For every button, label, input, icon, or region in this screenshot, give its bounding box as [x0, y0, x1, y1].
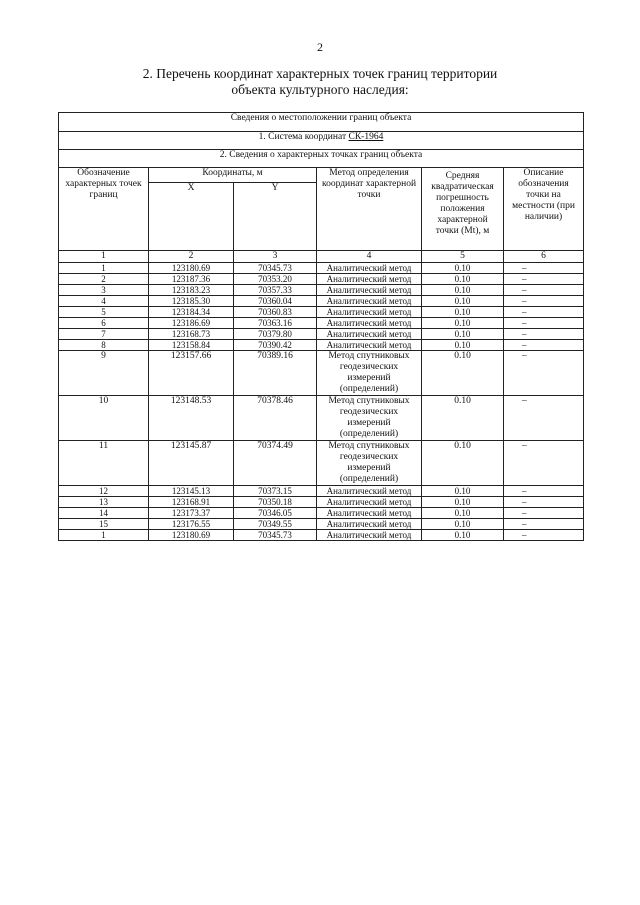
- x-coordinate-cell: 123145.13: [149, 486, 234, 497]
- x-coordinate-cell: 123148.53: [149, 396, 234, 441]
- method-cell: Аналитический метод: [317, 508, 422, 519]
- point-number-cell: 1: [59, 263, 149, 274]
- description-cell: –: [504, 307, 584, 318]
- error-cell: 0.10: [422, 285, 504, 296]
- col-error-header: Средняя квадратическая погрешность положения характерной точки (Mt), м: [422, 168, 504, 251]
- table-row: [59, 329, 584, 340]
- col-coords-header: Координаты, м: [149, 168, 317, 183]
- point-number-cell: 10: [59, 396, 149, 441]
- x-coordinate-cell: 123158.84: [149, 340, 234, 351]
- description-cell: –: [504, 285, 584, 296]
- point-number-cell: 8: [59, 340, 149, 351]
- x-coordinate-cell: 123168.91: [149, 497, 234, 508]
- column-number: 6: [504, 251, 584, 263]
- points-header: 2. Сведения о характерных точках границ объекта: [59, 150, 584, 168]
- column-number: 3: [234, 251, 317, 263]
- y-coordinate-cell: 70350.18: [234, 497, 317, 508]
- y-coordinate-cell: 70349.55: [234, 519, 317, 530]
- method-cell: Аналитический метод: [317, 486, 422, 497]
- y-coordinate-cell: 70360.83: [234, 307, 317, 318]
- point-number-cell: 1: [59, 530, 149, 541]
- x-coordinate-cell: 123180.69: [149, 263, 234, 274]
- col-description-header: Описание обозначения точки на местности (при наличии): [504, 168, 584, 251]
- error-cell: 0.10: [422, 340, 504, 351]
- description-cell: –: [504, 508, 584, 519]
- method-cell: Аналитический метод: [317, 497, 422, 508]
- method-cell: Аналитический метод: [317, 530, 422, 541]
- table-row: [59, 441, 584, 486]
- point-number-cell: 6: [59, 318, 149, 329]
- y-coordinate-cell: 70345.73: [234, 530, 317, 541]
- y-coordinate-cell: 70373.15: [234, 486, 317, 497]
- method-cell: Аналитический метод: [317, 296, 422, 307]
- column-number: 5: [422, 251, 504, 263]
- error-cell: 0.10: [422, 351, 504, 396]
- point-number-cell: 5: [59, 307, 149, 318]
- error-cell: 0.10: [422, 508, 504, 519]
- description-cell: –: [504, 263, 584, 274]
- y-coordinate-cell: 70378.46: [234, 396, 317, 441]
- method-cell: Аналитический метод: [317, 274, 422, 285]
- table-row: [59, 519, 584, 530]
- x-coordinate-cell: 123187.36: [149, 274, 234, 285]
- point-number-cell: 15: [59, 519, 149, 530]
- error-cell: 0.10: [422, 274, 504, 285]
- error-cell: 0.10: [422, 263, 504, 274]
- y-coordinate-cell: 70390.42: [234, 340, 317, 351]
- x-coordinate-cell: 123183.23: [149, 285, 234, 296]
- point-number-cell: 4: [59, 296, 149, 307]
- y-coordinate-cell: 70357.33: [234, 285, 317, 296]
- description-cell: –: [504, 340, 584, 351]
- point-number-cell: 12: [59, 486, 149, 497]
- y-coordinate-cell: 70353.20: [234, 274, 317, 285]
- description-cell: –: [504, 274, 584, 285]
- x-coordinate-cell: 123176.55: [149, 519, 234, 530]
- coordinates-table: [58, 112, 584, 541]
- col-method-header: Метод определения координат характерной точки: [317, 168, 422, 251]
- x-coordinate-cell: 123184.34: [149, 307, 234, 318]
- table-row: [59, 396, 584, 441]
- error-cell: 0.10: [422, 497, 504, 508]
- point-number-cell: 7: [59, 329, 149, 340]
- method-cell: Аналитический метод: [317, 285, 422, 296]
- x-coordinate-cell: 123185.30: [149, 296, 234, 307]
- error-cell: 0.10: [422, 329, 504, 340]
- description-cell: –: [504, 396, 584, 441]
- y-coordinate-cell: 70345.73: [234, 263, 317, 274]
- table-row: [59, 340, 584, 351]
- method-cell: Аналитический метод: [317, 329, 422, 340]
- table-row: [59, 351, 584, 396]
- point-number-cell: 9: [59, 351, 149, 396]
- y-coordinate-cell: 70374.49: [234, 441, 317, 486]
- method-cell: Аналитический метод: [317, 340, 422, 351]
- table-row: [59, 530, 584, 541]
- point-number-cell: 13: [59, 497, 149, 508]
- table-row: [59, 486, 584, 497]
- title-line-2: объекта культурного наследия:: [231, 82, 409, 97]
- col-y-header: Y: [234, 183, 317, 251]
- error-cell: 0.10: [422, 296, 504, 307]
- method-cell: Аналитический метод: [317, 519, 422, 530]
- error-cell: 0.10: [422, 318, 504, 329]
- error-cell: 0.10: [422, 307, 504, 318]
- error-cell: 0.10: [422, 396, 504, 441]
- x-coordinate-cell: 123157.66: [149, 351, 234, 396]
- y-coordinate-cell: 70360.04: [234, 296, 317, 307]
- method-cell: Аналитический метод: [317, 307, 422, 318]
- point-number-cell: 3: [59, 285, 149, 296]
- x-coordinate-cell: 123173.37: [149, 508, 234, 519]
- point-number-cell: 11: [59, 441, 149, 486]
- error-cell: 0.10: [422, 486, 504, 497]
- coordinate-system-row: [59, 132, 584, 150]
- description-cell: –: [504, 351, 584, 396]
- error-cell: 0.10: [422, 441, 504, 486]
- x-coordinate-cell: 123186.69: [149, 318, 234, 329]
- table-row: [59, 508, 584, 519]
- description-cell: –: [504, 296, 584, 307]
- point-number-cell: 2: [59, 274, 149, 285]
- y-coordinate-cell: 70363.16: [234, 318, 317, 329]
- table-row: [59, 497, 584, 508]
- column-number: 4: [317, 251, 422, 263]
- table-row: [59, 274, 584, 285]
- table-row: [59, 318, 584, 329]
- col-x-header: X: [149, 183, 234, 251]
- method-cell: Метод спутниковых геодезических измерений (определений): [317, 351, 422, 396]
- table-row: [59, 285, 584, 296]
- table-row: [59, 307, 584, 318]
- x-coordinate-cell: 123180.69: [149, 530, 234, 541]
- x-coordinate-cell: 123168.73: [149, 329, 234, 340]
- coordinate-system-label: 1. Система координат: [258, 132, 349, 142]
- error-cell: 0.10: [422, 530, 504, 541]
- method-cell: Аналитический метод: [317, 318, 422, 329]
- error-cell: 0.10: [422, 519, 504, 530]
- section-header: Сведения о местоположении границ объекта: [59, 113, 584, 132]
- page-title: [60, 66, 580, 98]
- description-cell: –: [504, 497, 584, 508]
- column-number: 2: [149, 251, 234, 263]
- col-designation-header: Обозначение характерных точек границ: [59, 168, 149, 251]
- description-cell: –: [504, 441, 584, 486]
- method-cell: Аналитический метод: [317, 263, 422, 274]
- table-row: [59, 296, 584, 307]
- column-number: 1: [59, 251, 149, 263]
- description-cell: –: [504, 318, 584, 329]
- description-cell: –: [504, 486, 584, 497]
- y-coordinate-cell: 70379.80: [234, 329, 317, 340]
- description-cell: –: [504, 519, 584, 530]
- y-coordinate-cell: 70389.16: [234, 351, 317, 396]
- column-numbers-row: [59, 251, 584, 263]
- description-cell: –: [504, 530, 584, 541]
- x-coordinate-cell: 123145.87: [149, 441, 234, 486]
- y-coordinate-cell: 70346.05: [234, 508, 317, 519]
- method-cell: Метод спутниковых геодезических измерений (определений): [317, 396, 422, 441]
- title-line-1: 2. Перечень координат характерных точек границ территории: [142, 66, 498, 81]
- point-number-cell: 14: [59, 508, 149, 519]
- method-cell: Метод спутниковых геодезических измерений (определений): [317, 441, 422, 486]
- description-cell: –: [504, 329, 584, 340]
- table-row: [59, 263, 584, 274]
- coordinate-system-value: СК-1964: [348, 132, 384, 142]
- page-number: 2: [317, 40, 323, 54]
